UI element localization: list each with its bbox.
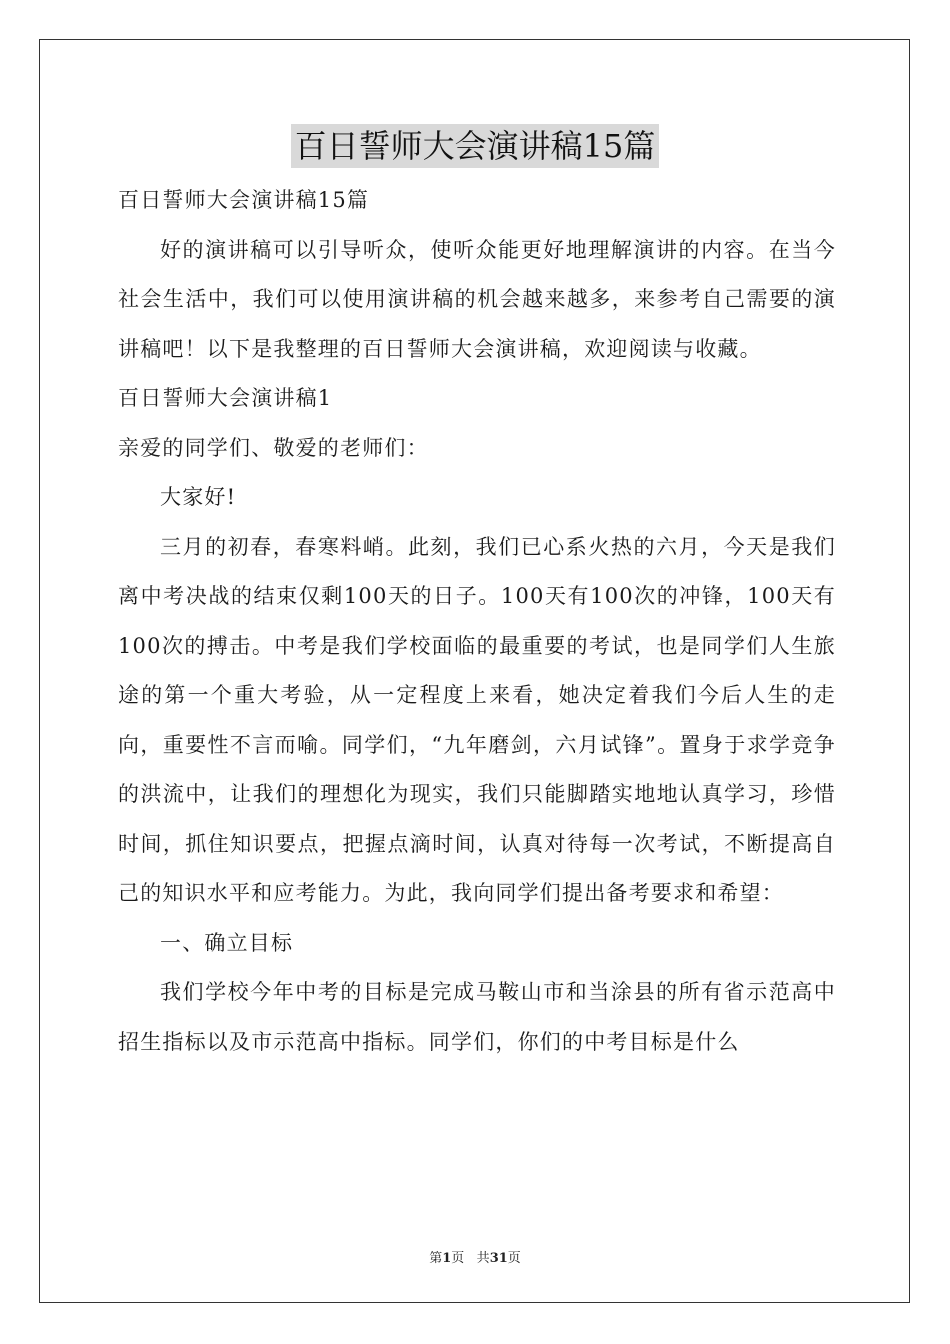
paragraph: 百日誓师大会演讲稿1 (118, 386, 333, 410)
footer-page-suffix: 页 (451, 1251, 465, 1266)
footer-prefix: 第 (429, 1251, 443, 1266)
footer-total-suffix: 页 (507, 1251, 521, 1266)
document-title: 百日誓师大会演讲稿15篇 (291, 124, 660, 168)
paragraph: 一、确立目标 (160, 930, 294, 955)
document-body (118, 176, 836, 1067)
paragraph: 三月的初春，春寒料峭。此刻，我们已心系火热的六月，今天是我们离中考决战的结束仅剩100天的日子。100天有100次的冲锋，100天有100次的搏击。中考是我们学校面临的最重要的考试，也是同学们人生旅途的第一个重大考验，从一定程度上来看，她决定着我们今后人生的走向，重要性不言而喻。同学们，“九年磨剑，六月试锋”。置身于求学竞争的洪流中，让我们的理想化为现实，我们只能脚踏实地地认真学习，珍惜时间，抓住知识要点，把握点滴时间，认真对待每一次考试，不断提高自己的知识水平和应考能力。为此，我向同学们提出备考要求和希望： (118, 534, 836, 905)
paragraph: 亲爱的同学们、敬爱的老师们： (118, 435, 429, 460)
paragraph: 大家好! (160, 485, 237, 509)
title-container (0, 124, 950, 168)
paragraph: 好的演讲稿可以引导听众，使听众能更好地理解演讲的内容。在当今社会生活中，我们可以使用演讲稿的机会越来越多，来参考自己需要的演讲稿吧！以下是我整理的百日誓师大会演讲稿，欢迎阅读与收藏。 (118, 237, 836, 361)
footer-page-number: 1 (442, 1251, 452, 1266)
paragraph: 百日誓师大会演讲稿15篇 (118, 188, 370, 212)
footer-total-prefix: 共 (476, 1251, 490, 1266)
footer-total-pages: 31 (489, 1251, 508, 1266)
paragraph: 我们学校今年中考的目标是完成马鞍山市和当涂县的所有省示范高中招生指标以及市示范高中指标。同学们，你们的中考目标是什么 (118, 980, 836, 1054)
page-footer (0, 1247, 950, 1266)
